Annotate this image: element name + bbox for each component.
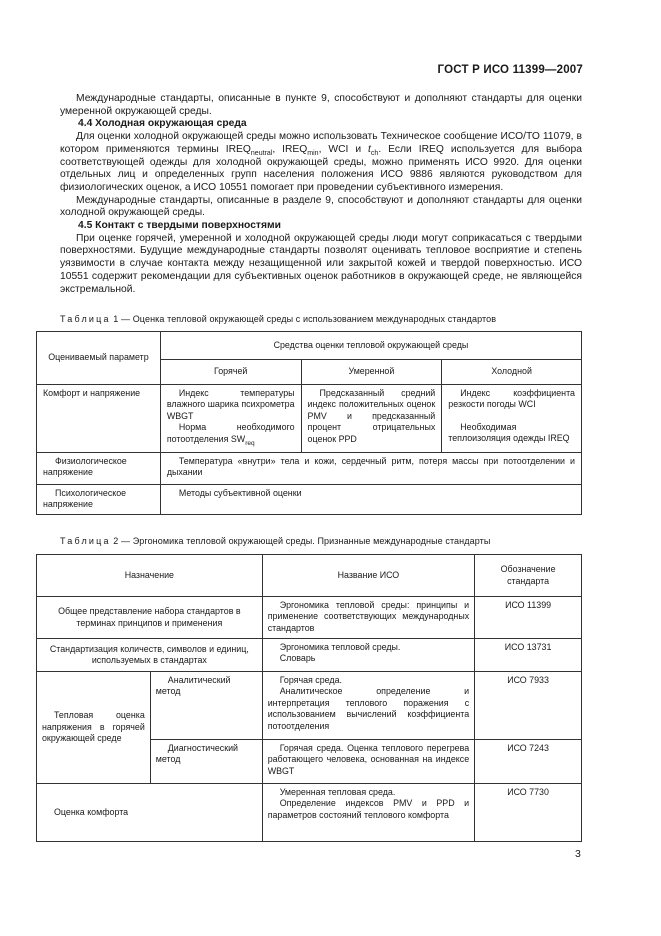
t1-header-cold: Холодной [442,360,582,385]
t2-r4-method: Диагностический метод [150,740,262,784]
section-heading-4-5: 4.5 Контакт с твердыми поверхностями [78,220,281,232]
t1-header-means: Средства оценки тепловой окружающей среды [160,332,581,360]
t2-header-name: Название ИСО [262,555,474,597]
paragraph-3: Международные стандарты, описанные в разделе 9, способствуют и дополняют стандарты для оценки холодной окружающей среды. [60,194,582,219]
t2-r2-purpose: Стандартизация количеств, символов и единиц, используемых в стандартах [37,639,263,672]
t2-r1-code: ИСО 11399 [475,597,582,639]
t2-r1-purpose: Общее представление набора стандартов в терминах принципов и применения [37,597,263,639]
t2-r3-code: ИСО 7933 [475,672,582,740]
table-1-caption: Таблица 1 — Оценка тепловой окружающей среды с использованием международных стандартов [60,314,497,324]
t2-r4-code: ИСО 7243 [475,740,582,784]
t1-r2-value: Температура «внутри» тела и кожи, сердечный ритм, потеря массы при потоотделении и дыхании [160,452,581,484]
t1-header-param: Оцениваемый параметр [37,332,161,385]
t2-r2-name: Эргономика тепловой среды. Словарь [262,639,474,672]
t1-r3-param: Психологическое напряжение [37,484,161,514]
t2-header-code: Обозначение стандарта [475,555,582,597]
t2-group-hot-stress: Тепловая оценка напряжения в горячей окружающей среде [37,672,151,784]
t1-r2-param: Физиологическое напряжение [37,452,161,484]
paragraph-4: При оценке горячей, умеренной и холодной окружающей среды люди могут соприкасаться с твердыми поверхностями. Будущие международные стандарты позволят оценивать тепловое восприятие и степень уязвимости в случае контакта между незащищенной или закрытой кожей и твердой поверхностью. ИСО 10551 содержит рекомендации для субъективных оценок работников в окружающей среде, не являющейся экстремальной. [60,232,582,295]
t1-r1-cold: Индекс коэффициента резкости погоды WCI Необходимая теплоизоляция одежды IREQ [442,385,582,453]
table-2-caption: Таблица 2 — Эргономика тепловой окружающей среды. Признанные международные стандарты [60,536,491,546]
body-text [60,93,582,296]
table-1 [36,331,582,515]
page-number: 3 [575,848,581,860]
t1-header-hot: Горячей [160,360,301,385]
t1-header-moderate: Умеренной [301,360,442,385]
t1-r1-hot: Индекс температуры влажного шарика психрометра WBGT Норма необходимого потоотделения $SW_{req}$ [160,385,301,453]
paragraph-2: Для оценки холодной окружающей среды можно использовать Техническое сообщение ИСО/ТО 11079, в котором применяются термины $IREQ_{neutral}$, $IREQ_{min}$, WCI и $t_{ch}$. Если IREQ используется для выбора соответствующей одежды для холодной окружающей среды, можно применять ИСО 9920. Для оценки отдельных лиц и определенных групп населения положения ИСО 9886 являются руководством для физиологических оценок, а ИСО 10551 помогает при проведении субъективного измерения. [60,131,582,193]
paragraph-1: Международные стандарты, описанные в пункте 9, способствуют и дополняют стандарты для оценки умеренной окружающей среды. [60,93,582,117]
t2-r5-purpose: Оценка комфорта [37,784,263,842]
table-2 [36,554,582,842]
t2-r3-name: Горячая среда. Аналитическое определение и интерпретация теплового поражения с использованием вычислений коэффициента потоотделения [262,672,474,740]
t2-r4-name: Горячая среда. Оценка теплового перегрева работающего человека, основанная на индексе WBGT [262,740,474,784]
t2-r3-method: Аналитический метод [150,672,262,740]
t2-header-purpose: Назначение [37,555,263,597]
t1-r1-param: Комфорт и напряжение [37,385,161,453]
t1-r1-moderate: Предсказанный средний индекс положительных оценок PMV и предсказанный процент отрицательных оценок PPD [301,385,442,453]
t1-r3-value: Методы субъективной оценки [160,484,581,514]
t2-r1-name: Эргономика тепловой среды: принципы и применение соответствующих международных стандартов [262,597,474,639]
t2-r5-name: Умеренная тепловая среда. Определение индексов PMV и PPD и параметров состояний теплового комфорта [262,784,474,842]
t2-r5-code: ИСО 7730 [475,784,582,842]
t2-r2-code: ИСО 13731 [475,639,582,672]
document-header: ГОСТ Р ИСО 11399—2007 [437,64,583,76]
section-heading-4-4: 4.4 Холодная окружающая среда [78,118,247,130]
